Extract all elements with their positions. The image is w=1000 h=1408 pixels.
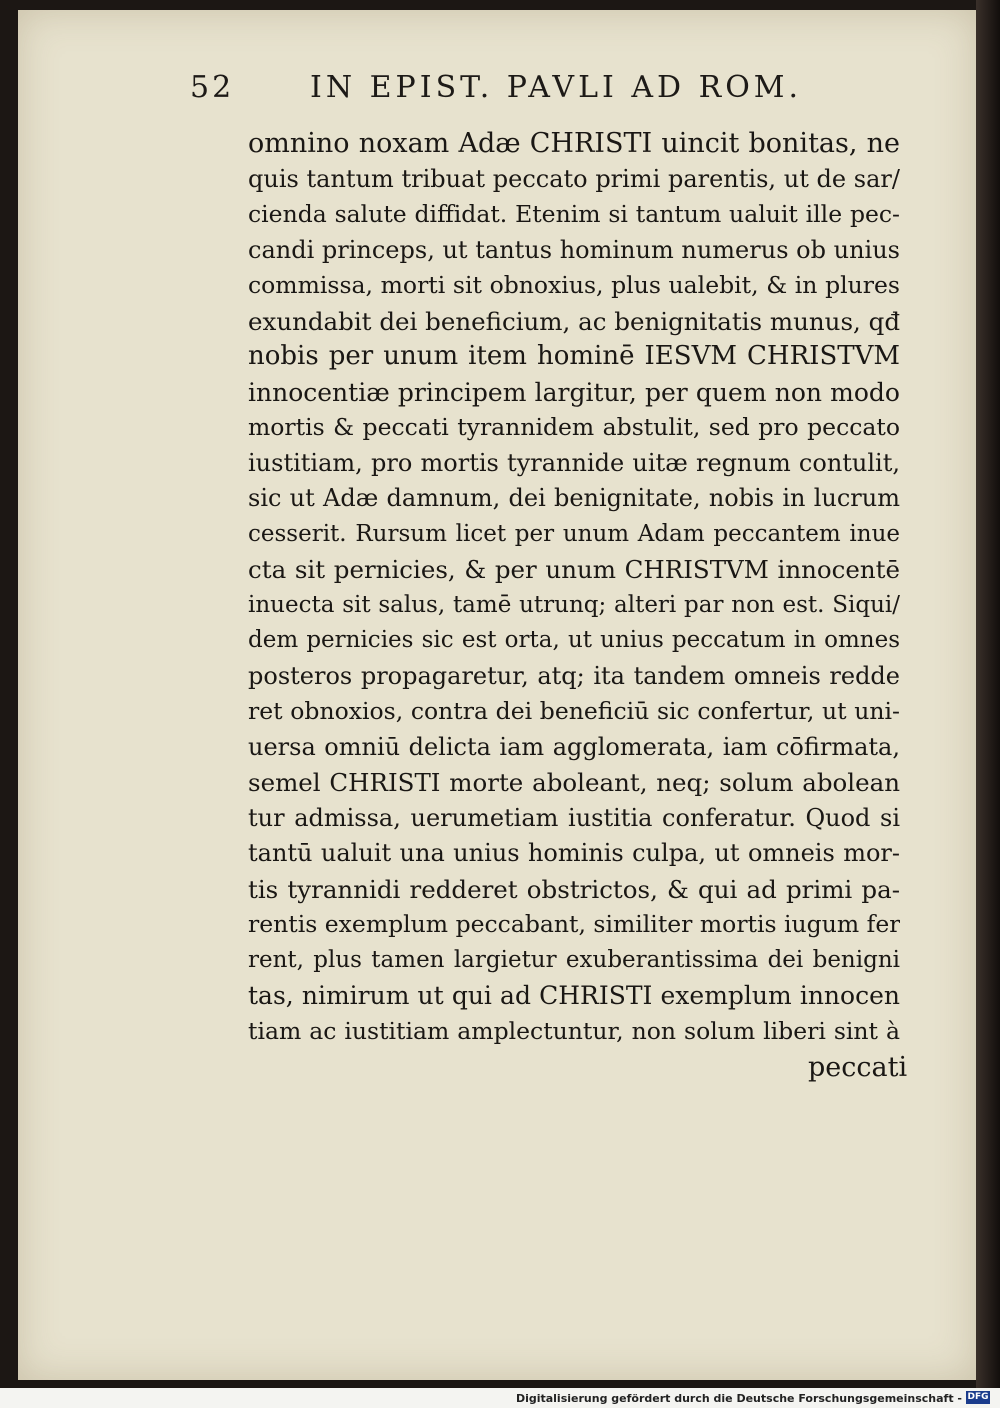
book-spine: [976, 0, 1000, 1388]
page-number: 52: [190, 70, 235, 105]
text-line: inuecta sit salus, tamē utrunq; alteri par non est. Siqui/: [248, 591, 900, 618]
text-line: ret obnoxios, contra dei beneficiū sic confertur, ut uni-: [248, 697, 900, 725]
text-line: omnino noxam Adæ CHRISTI uincit bonitas, ne: [248, 128, 900, 159]
catchword: peccati: [808, 1052, 908, 1083]
running-head-title: IN EPIST. PAVLI AD ROM.: [310, 70, 803, 105]
running-head: [190, 70, 810, 110]
text-line: tis tyrannidi redderet obstrictos, & qui ad primi pa-: [248, 874, 900, 904]
text-line: iustitiam, pro mortis tyrannide uitæ regnum contulit,: [248, 448, 900, 477]
text-line: semel CHRISTI morte aboleant, neq; solum abolean: [248, 768, 900, 797]
text-line: rent, plus tamen largietur exuberantissima dei benigni: [248, 946, 900, 973]
text-line: cienda salute diffidat. Etenim si tantum ualuit ille pec-: [248, 200, 900, 228]
text-line: sic ut Adæ damnum, dei benignitate, nobis in lucrum: [248, 484, 900, 512]
text-line: posteros propagaretur, atq; ita tandem omneis redde: [248, 661, 900, 690]
dfg-logo: DFG: [967, 1392, 989, 1402]
text-line: commissa, morti sit obnoxius, plus ualebit, & in plures: [248, 271, 900, 299]
text-line: rentis exemplum peccabant, similiter mortis iugum fer: [248, 910, 900, 938]
text-line: tur admissa, uerumetiam iustitia conferatur. Quod si: [248, 803, 900, 832]
text-line: mortis & peccati tyrannidem abstulit, sed pro peccato: [248, 413, 900, 441]
text-line: candi princeps, ut tantus hominum numerus ob unius: [248, 235, 900, 264]
text-line: tiam ac iustitiam amplectuntur, non solum liberi sint à: [248, 1016, 900, 1045]
text-line: tas, nimirum ut qui ad CHRISTI exemplum innocen: [248, 981, 900, 1010]
text-line: tantū ualuit una unius hominis culpa, ut omneis mor-: [248, 839, 900, 867]
text-line: uersa omniū delicta iam agglomerata, iam cōfirmata,: [248, 732, 900, 761]
text-line: cta sit pernicies, & per unum CHRISTVM innocentē: [248, 555, 900, 584]
text-line: exundabit dei beneficium, ac benignitatis munus, qđ: [248, 306, 900, 336]
text-line: cesserit. Rursum licet per unum Adam peccantem inue: [248, 520, 900, 547]
text-line: innocentiæ principem largitur, per quem non modo: [248, 377, 900, 407]
text-line: nobis per unum item hominē IESVM CHRISTVM: [248, 341, 900, 371]
text-line: dem pernicies sic est orta, ut unius peccatum in omnes: [248, 627, 900, 653]
body-text: [248, 126, 900, 1049]
text-line: quis tantum tribuat peccato primi parentis, ut de sar/: [248, 164, 900, 193]
digitization-credit: Digitalisierung gefördert durch die Deutsche Forschungsgemeinschaft -: [515, 1392, 962, 1405]
